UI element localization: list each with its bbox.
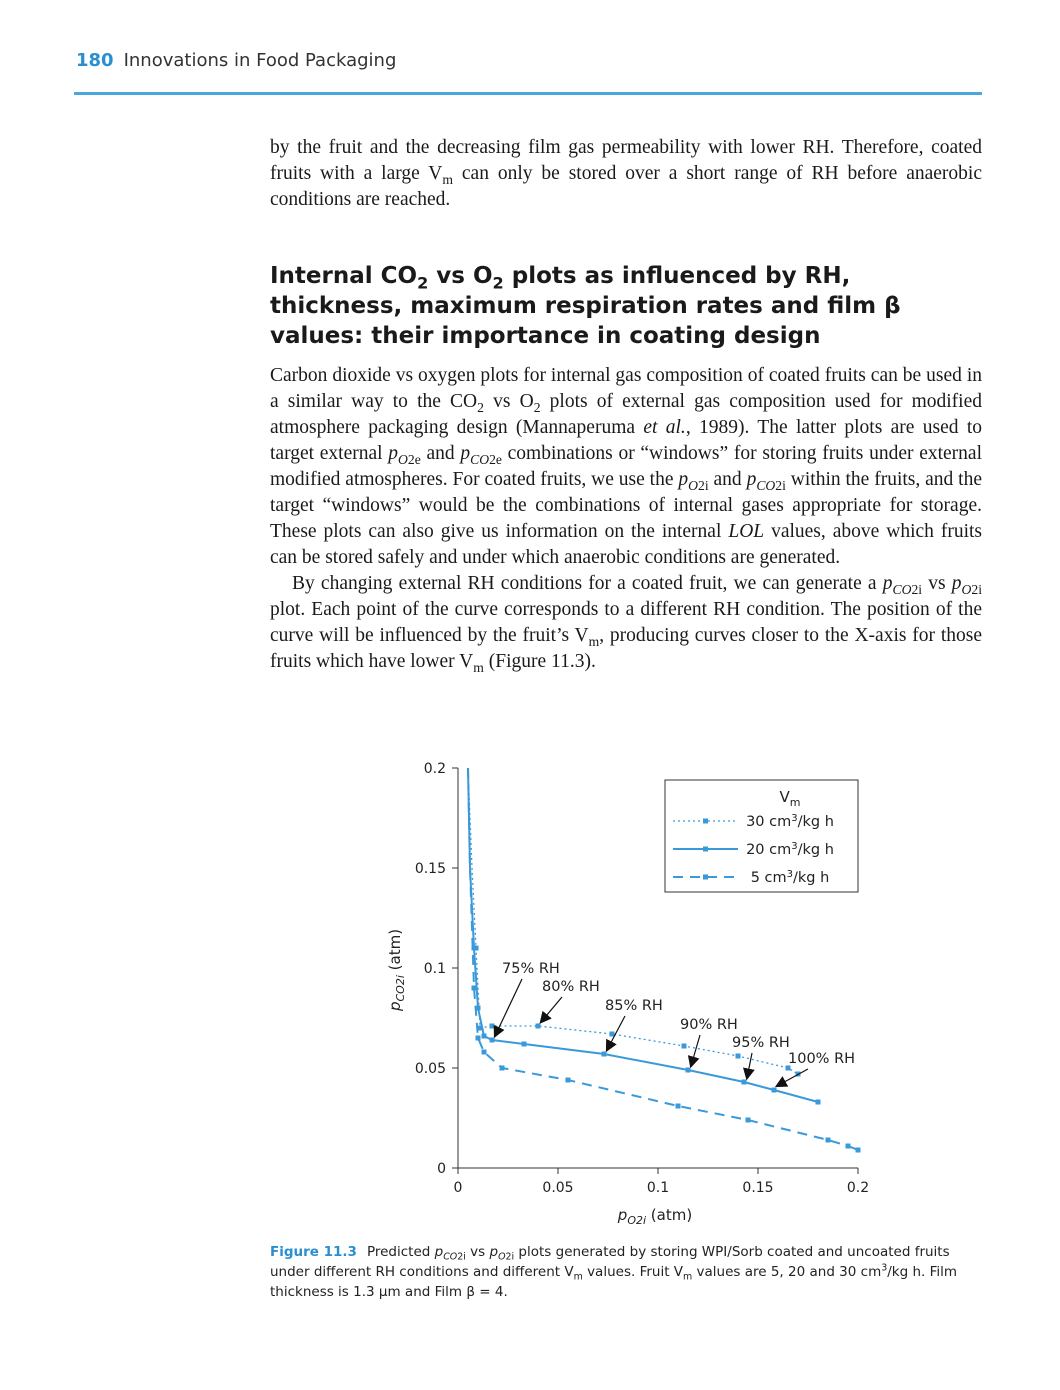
figure-caption: Figure 11.3 Predicted $p_{CO2i}$ vs $p_{O2i}$ plots generated by storing WPI/Sorb coated and uncoated fruits under different RH conditions and different $V_m$ values. Fruit $V_m$ values are 5, 20 and 30 $cm^3/kg$ h. Film thickness is 1.3 μm and Film β = 4. xyxy=(270,1244,958,1300)
data-point xyxy=(826,1138,831,1143)
y-tick-label: 0.2 xyxy=(423,761,446,777)
data-point xyxy=(816,1100,821,1105)
data-point xyxy=(500,1066,505,1071)
running-header xyxy=(76,50,396,71)
data-point xyxy=(476,1036,481,1041)
y-tick-label: 0.15 xyxy=(414,861,446,877)
x-tick-label: 0.2 xyxy=(846,1180,870,1196)
paragraph-2: Carbon dioxide vs oxygen plots for internal gas composition of coated fruits can be used in a similar way to the $CO_2$ vs $O_2$ plots of external gas composition used for modified atmosphere packaging design (Mannaperuma et al., 1989). The latter plots are used to target external $p_{O2e}$ and $p_{CO2e}$ combinations or “windows” for storing fruits under external modified atmospheres. For coated fruits, we use the $p_{O2i}$ and $p_{CO2i}$ within the fruits, and the target “windows” would be the combinations of internal gases appropriate for storage. These plots can also give us information on the internal LOL values, above which fruits can be stored safely and under which anaerobic conditions are generated. xyxy=(270,365,983,568)
x-tick-label: 0 xyxy=(453,1180,463,1196)
data-point xyxy=(682,1044,687,1049)
data-point xyxy=(746,1118,751,1123)
section-title: Internal $CO_2$ vs $O_2$ plots as influenced by RH, thickness, maximum respiration rates and film β values: their importance in coating design xyxy=(270,263,901,349)
data-point xyxy=(566,1078,571,1083)
x-tick-label: 0.1 xyxy=(646,1180,670,1196)
rh-label: 95% RH xyxy=(732,1035,790,1051)
data-point xyxy=(490,1038,495,1043)
legend-entry: 30 $cm^3/kg$ h xyxy=(746,813,834,830)
x-tick-label: 0.05 xyxy=(542,1180,574,1196)
paragraph-2-3 xyxy=(270,363,982,675)
y-tick-label: 0.05 xyxy=(414,1061,446,1077)
paragraph-1: by the fruit and the decreasing film gas permeability with lower RH. Therefore, coated fruits with a large $V_m$ can only be stored over a short range of RH before anaerobic conditions are reached. xyxy=(270,137,982,210)
legend-title: $V_m$ xyxy=(779,788,801,809)
data-point xyxy=(676,1104,681,1109)
rh-arrow xyxy=(747,1053,752,1078)
legend-marker xyxy=(703,847,708,852)
rh-label: 100% RH xyxy=(788,1051,856,1067)
data-point xyxy=(602,1052,607,1057)
book-title: Innovations in Food Packaging xyxy=(123,50,397,71)
rh-label: 90% RH xyxy=(680,1017,738,1033)
x-tick-label: 0.15 xyxy=(742,1180,774,1196)
y-tick-label: 0 xyxy=(437,1161,446,1177)
x-axis-label: $p_{O2i}$ (atm) xyxy=(617,1206,693,1227)
header-rule xyxy=(74,92,982,95)
y-tick-label: 0.1 xyxy=(423,961,446,977)
paragraph-3: By changing external RH conditions for a coated fruit, we can generate a $p_{CO2i}$ vs $p_{O2i}$ plot. Each point of the curve corresponds to a different RH condition. The position of the curve will be influenced by the fruit’s $V_m$, producing curves closer to the X-axis for those fruits which have lower $V_m$ (Figure 11.3). xyxy=(270,573,983,675)
data-point xyxy=(742,1080,747,1085)
rh-arrow xyxy=(777,1069,808,1086)
figure-label: Figure 11.3 xyxy=(270,1244,357,1260)
data-point xyxy=(472,986,477,991)
rh-arrow xyxy=(541,997,562,1022)
data-point xyxy=(736,1054,741,1059)
y-axis-label: $p_{CO2i}$ (atm) xyxy=(386,928,407,1012)
data-point xyxy=(482,1034,487,1039)
legend-entry: 5 $cm^3/kg$ h xyxy=(750,869,830,886)
data-point xyxy=(522,1042,527,1047)
legend-marker xyxy=(703,875,708,880)
legend-entry: 20 $cm^3/kg$ h xyxy=(746,841,834,858)
data-point xyxy=(536,1024,541,1029)
co2-vs-o2-chart xyxy=(380,750,880,1230)
rh-arrow xyxy=(495,979,522,1036)
rh-label: 80% RH xyxy=(542,979,600,995)
rh-label: 85% RH xyxy=(605,998,663,1014)
rh-arrow xyxy=(691,1035,700,1066)
data-point xyxy=(846,1144,851,1149)
data-point xyxy=(490,1024,495,1029)
legend-marker xyxy=(703,819,708,824)
data-point xyxy=(772,1088,777,1093)
data-point xyxy=(856,1148,861,1153)
data-point xyxy=(686,1068,691,1073)
figure-11-3 xyxy=(380,750,880,1230)
data-point xyxy=(482,1050,487,1055)
data-point xyxy=(610,1032,615,1037)
chart-legend xyxy=(665,780,858,892)
rh-label: 75% RH xyxy=(502,961,560,977)
page-number: 180 xyxy=(76,50,114,71)
